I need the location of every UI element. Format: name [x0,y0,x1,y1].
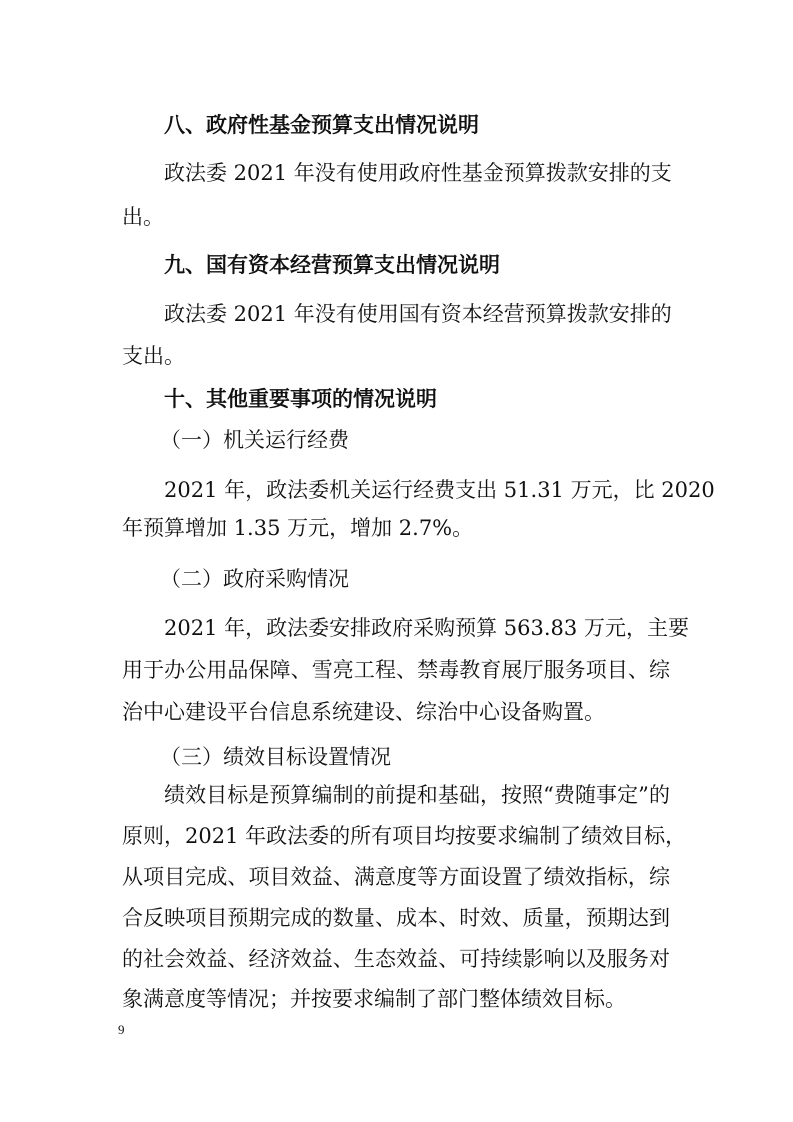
subsection-3-line-5: 的社会效益、经济效益、生态效益、可持续影响以及服务对 [122,947,670,971]
subsection-3-line-3: 从项目完成、项目效益、满意度等方面设置了绩效指标，综 [122,865,670,889]
section-9-paragraph-line-1: 政法委 2021 年没有使用国有资本经营预算拨款安排的 [164,302,672,326]
subsection-3-line-4: 合反映项目预期完成的数量、成本、时效、质量，预期达到 [122,906,670,930]
subsection-2-line-1: 2021 年，政法委安排政府采购预算 563.83 万元，主要 [164,616,689,640]
subsection-3-line-6: 象满意度等情况；并按要求编制了部门整体绩效目标。 [122,987,626,1011]
section-8-heading: 八、政府性基金预算支出情况说明 [164,113,479,137]
subsection-2-line-3: 治中心建设平台信息系统建设、综治中心设备购置。 [122,700,605,724]
subsection-1-line-2: 年预算增加 1.35 万元，增加 2.7%。 [122,516,474,540]
subsection-3-line-1: 绩效目标是预算编制的前提和基础，按照“费随事定”的 [164,783,670,807]
subsection-1-line-1: 2021 年，政法委机关运行经费支出 51.31 万元，比 2020 [164,478,715,502]
subsection-1-heading: （一）机关运行经费 [160,428,349,452]
section-9-paragraph-line-2: 支出。 [122,344,185,368]
subsection-3-heading: （三）绩效目标设置情况 [160,745,391,769]
subsection-3-line-2: 原则，2021 年政法委的所有项目均按要求编制了绩效目标， [122,824,687,848]
section-9-heading: 九、国有资本经营预算支出情况说明 [164,253,500,277]
subsection-2-heading: （二）政府采购情况 [160,567,349,591]
section-8-paragraph-line-1: 政法委 2021 年没有使用政府性基金预算拨款安排的支 [164,161,672,185]
page-number: 9 [118,1022,125,1037]
subsection-2-line-2: 用于办公用品保障、雪亮工程、禁毒教育展厅服务项目、综 [122,658,670,682]
section-10-heading: 十、其他重要事项的情况说明 [164,387,437,411]
section-8-paragraph-line-2: 出。 [122,205,164,229]
